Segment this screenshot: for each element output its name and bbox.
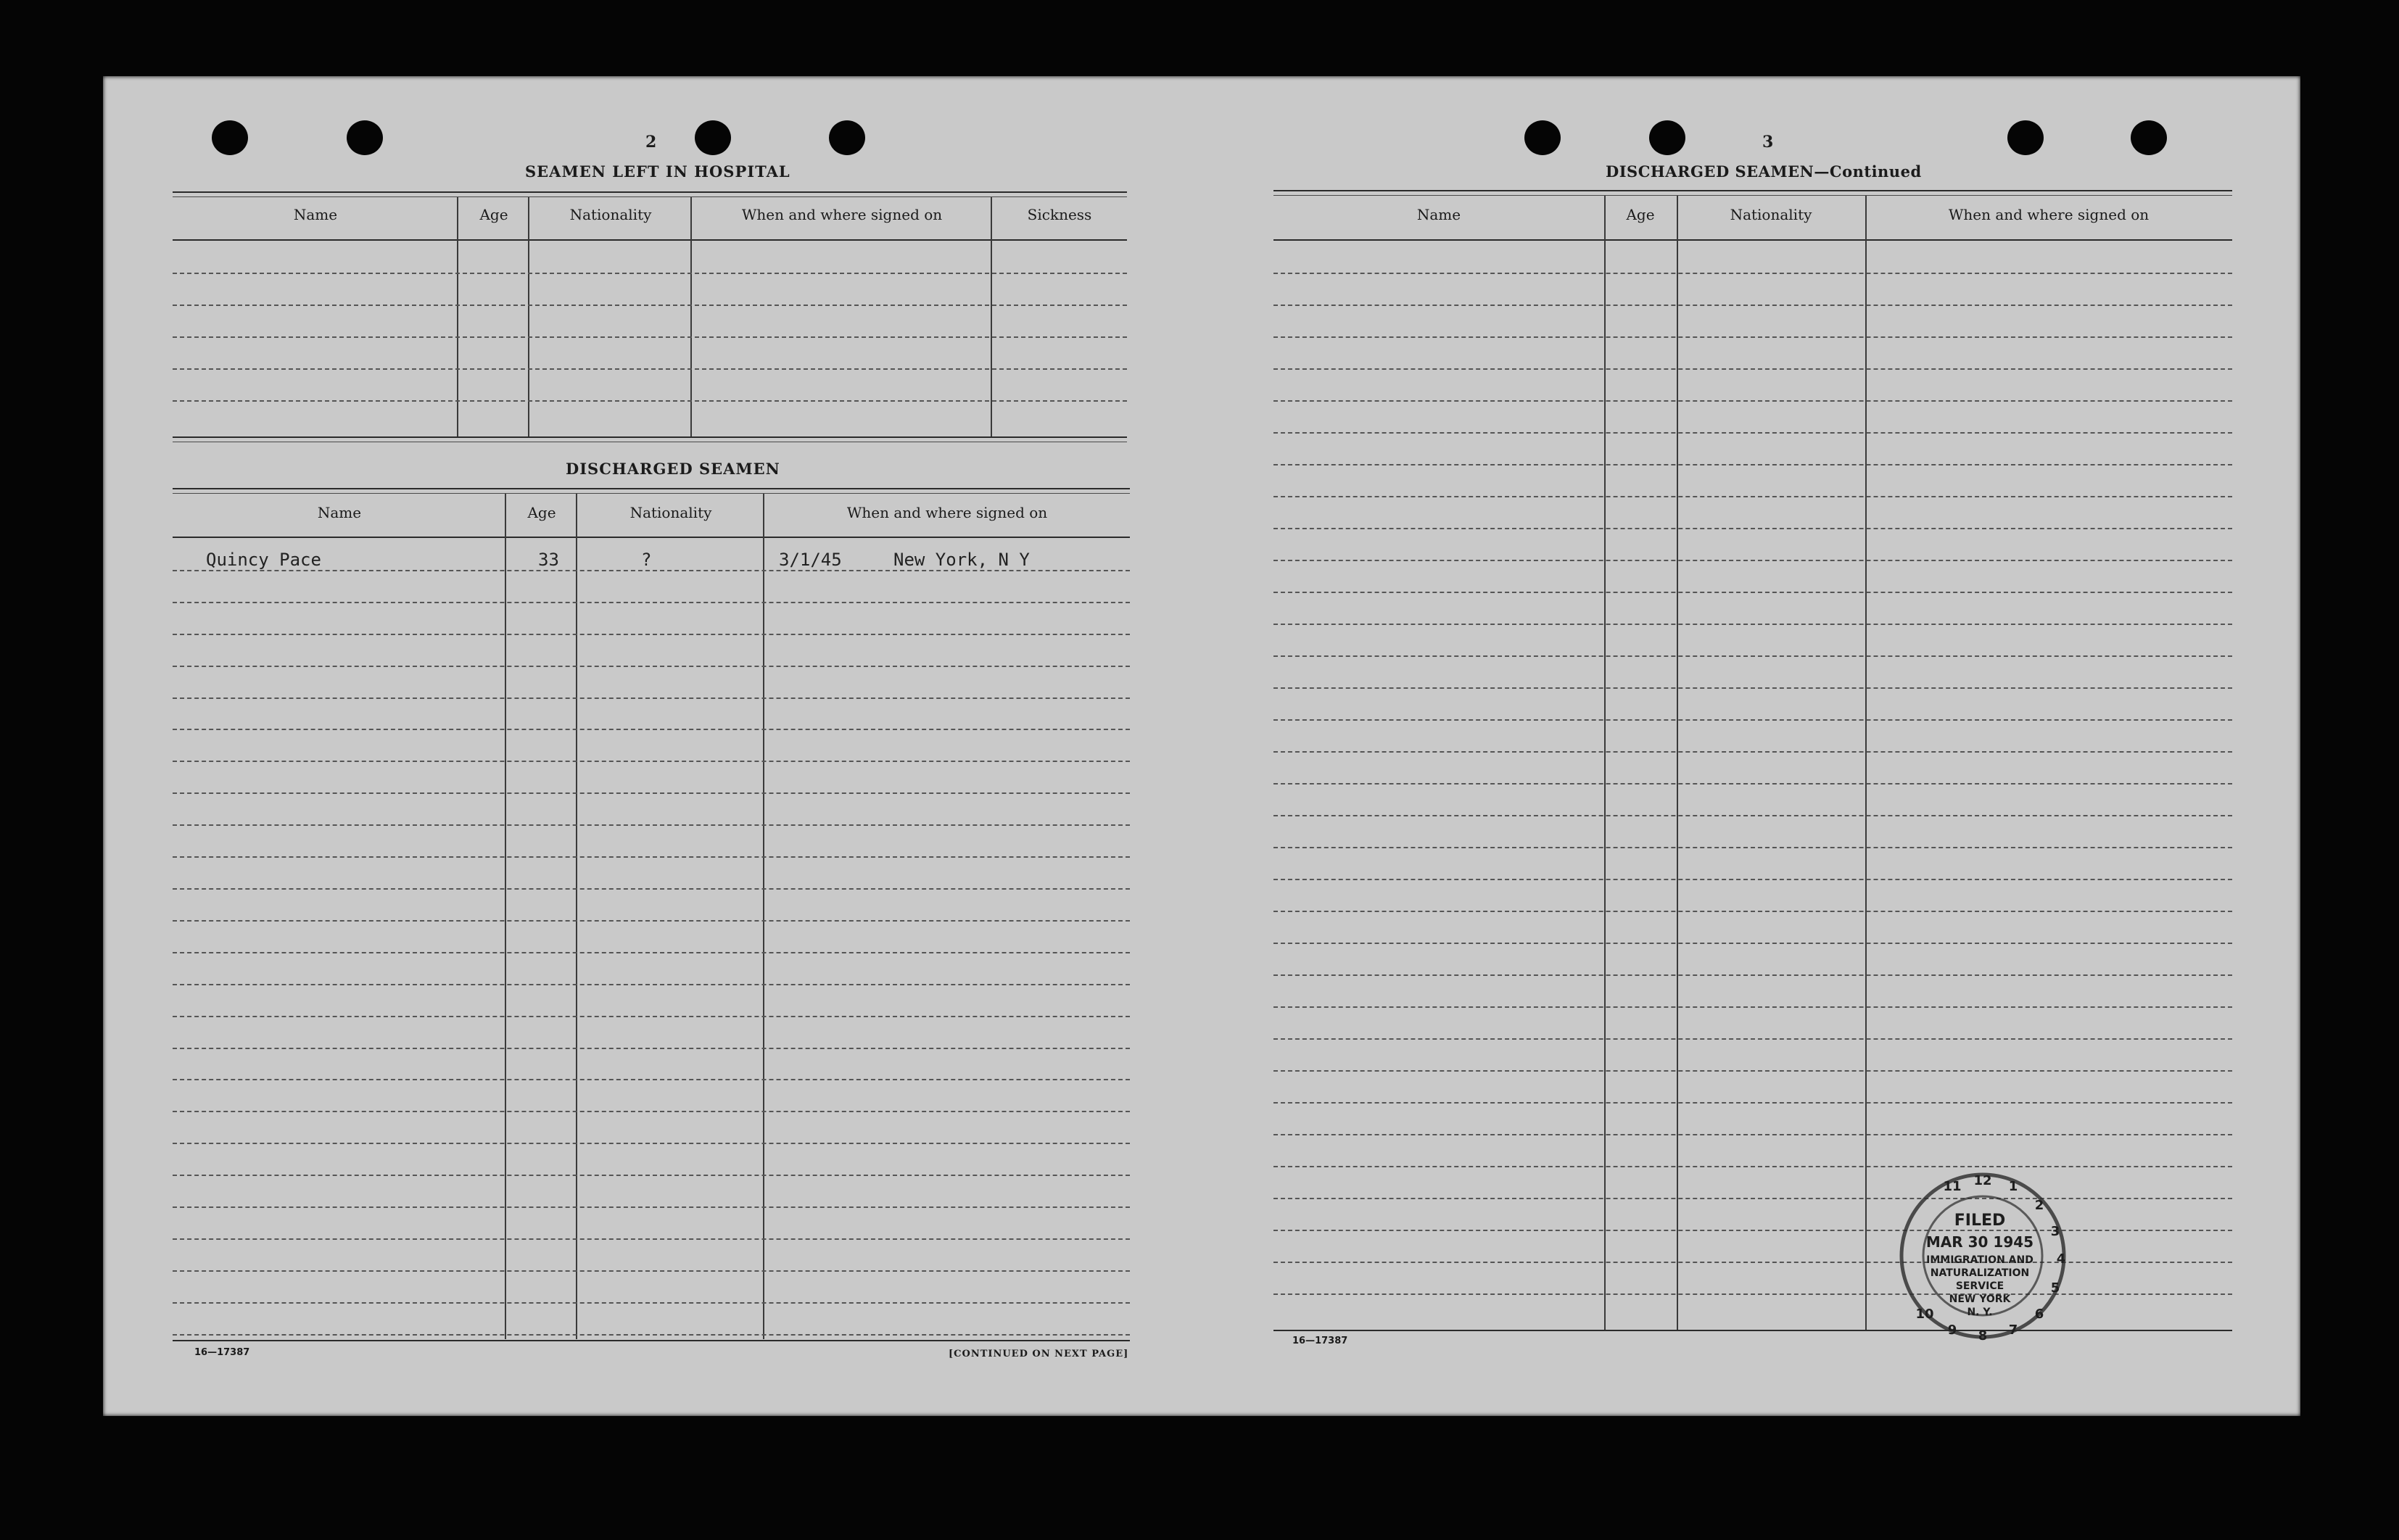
row-line xyxy=(1273,336,2232,338)
stamp-ring-number: 3 xyxy=(2050,1224,2060,1239)
discharged-col-nationality: Nationality xyxy=(629,504,712,521)
seaman-signed-on-place: New York, N Y xyxy=(893,550,1030,570)
row-line xyxy=(1273,847,2232,848)
discharged-col-divider xyxy=(763,494,764,1339)
hospital-col-divider xyxy=(991,197,992,438)
stamp-date: MAR 30 1945 xyxy=(1925,1233,2034,1251)
hospital-header-rule xyxy=(173,239,1127,241)
hospital-col-divider xyxy=(457,197,458,438)
row-line xyxy=(1273,273,2232,274)
hospital-row-line xyxy=(173,273,1127,274)
row-line xyxy=(1273,624,2232,625)
row-line xyxy=(1273,1070,2232,1072)
right-col-divider xyxy=(1677,196,1678,1331)
stamp-ring-number: 6 xyxy=(2034,1307,2044,1322)
discharged-header-rule xyxy=(173,537,1130,538)
hospital-col-name: Name xyxy=(293,206,338,223)
row-line xyxy=(1273,974,2232,976)
row-line xyxy=(173,697,1130,699)
row-line xyxy=(1273,1134,2232,1135)
row-line xyxy=(173,1334,1130,1336)
row-line xyxy=(173,888,1130,890)
stamp-ring-number: 12 xyxy=(1973,1173,1992,1188)
right-top-rule xyxy=(1273,190,2232,191)
stamp-ring-number: 11 xyxy=(1943,1179,1962,1194)
hospital-top-rule xyxy=(173,191,1127,193)
row-line xyxy=(173,1048,1130,1049)
hospital-col-divider xyxy=(690,197,692,438)
hospital-col-nationality: Nationality xyxy=(569,206,652,223)
hospital-col-sickness: Sickness xyxy=(1027,206,1092,223)
form-number-right: 16—17387 xyxy=(1292,1336,1348,1346)
stamp-ring-number: 9 xyxy=(1947,1322,1957,1338)
row-line xyxy=(173,1175,1130,1176)
discharged-section-title: DISCHARGED SEAMEN xyxy=(566,460,780,478)
punch-hole xyxy=(829,120,865,155)
row-line xyxy=(1273,943,2232,944)
row-line xyxy=(1273,751,2232,753)
row-line xyxy=(1273,687,2232,689)
hospital-bottom-rule xyxy=(173,436,1127,438)
row-line xyxy=(1273,305,2232,306)
page-number-left: 2 xyxy=(645,133,657,152)
row-line xyxy=(173,984,1130,985)
discharged-col-divider xyxy=(505,494,506,1339)
row-line xyxy=(173,1238,1130,1240)
hospital-col-signed-on: When and where signed on xyxy=(741,206,943,223)
right-top-rule-2 xyxy=(1273,195,2232,196)
hospital-section-title: SEAMEN LEFT IN HOSPITAL xyxy=(525,162,790,181)
right-section-title: DISCHARGED SEAMEN—Continued xyxy=(1606,162,1922,181)
row-line xyxy=(1273,528,2232,529)
discharged-top-rule xyxy=(173,488,1130,489)
right-col-nationality: Nationality xyxy=(1730,206,1812,223)
row-line xyxy=(1273,879,2232,880)
stamp-ring-number: 7 xyxy=(2008,1322,2018,1338)
right-col-name: Name xyxy=(1416,206,1461,223)
stamp-ring-number: 10 xyxy=(1915,1307,1934,1322)
row-line xyxy=(173,761,1130,762)
discharged-col-signed-on: When and where signed on xyxy=(846,504,1048,521)
stamp-ring-number: 2 xyxy=(2034,1198,2044,1213)
row-line xyxy=(173,952,1130,953)
row-line xyxy=(1273,1006,2232,1008)
row-line xyxy=(1273,368,2232,370)
hospital-col-age: Age xyxy=(479,206,508,223)
stamp-ring-number: 4 xyxy=(2056,1251,2066,1267)
discharged-col-name: Name xyxy=(317,504,362,521)
punch-hole xyxy=(1524,120,1561,155)
row-line xyxy=(1273,560,2232,561)
row-line xyxy=(173,1016,1130,1017)
row-line xyxy=(173,824,1130,826)
row-line xyxy=(1273,655,2232,657)
row-line xyxy=(173,1079,1130,1080)
row-line xyxy=(1273,1102,2232,1104)
row-line xyxy=(1273,1166,2232,1167)
row-line xyxy=(1273,815,2232,816)
right-header-rule xyxy=(1273,239,2232,241)
punch-hole xyxy=(2131,120,2167,155)
row-line xyxy=(173,570,1130,571)
discharged-col-divider xyxy=(576,494,577,1339)
stamp-line: NEW YORK xyxy=(1949,1293,2011,1305)
row-line xyxy=(1273,783,2232,785)
stamp-line: N. Y. xyxy=(1967,1307,1993,1318)
right-col-divider xyxy=(1865,196,1867,1331)
hospital-col-divider xyxy=(528,197,529,438)
right-col-age: Age xyxy=(1626,206,1655,223)
row-line xyxy=(1273,496,2232,497)
right-col-divider xyxy=(1604,196,1606,1331)
punch-hole xyxy=(1649,120,1685,155)
seaman-age: 33 xyxy=(538,550,559,570)
filed-date-stamp xyxy=(1871,1169,2094,1343)
row-line xyxy=(173,1143,1130,1144)
continued-note: [CONTINUED ON NEXT PAGE] xyxy=(949,1349,1129,1359)
discharged-top-rule-2 xyxy=(173,493,1130,494)
right-col-signed-on: When and where signed on xyxy=(1948,206,2150,223)
stamp-ring-number: 8 xyxy=(1978,1328,1988,1343)
row-line xyxy=(173,856,1130,858)
row-line xyxy=(173,729,1130,730)
form-number-left: 16—17387 xyxy=(194,1347,250,1358)
row-line xyxy=(173,602,1130,603)
hospital-row-line xyxy=(173,336,1127,338)
punch-hole xyxy=(695,120,731,155)
row-line xyxy=(173,1111,1130,1112)
hospital-row-line xyxy=(173,305,1127,306)
stamp-line: SERVICE xyxy=(1955,1280,2004,1292)
row-line xyxy=(1273,1038,2232,1040)
seaman-name: Quincy Pace xyxy=(206,550,321,570)
punch-hole xyxy=(212,120,248,155)
discharged-bottom-rule xyxy=(173,1340,1130,1341)
stamp-line: IMMIGRATION AND xyxy=(1926,1254,2033,1266)
row-line xyxy=(173,1302,1130,1304)
page-number-right: 3 xyxy=(1762,133,1774,152)
discharged-col-age: Age xyxy=(527,504,556,521)
row-line xyxy=(1273,719,2232,721)
row-line xyxy=(1273,464,2232,465)
row-line xyxy=(173,1270,1130,1272)
row-line xyxy=(173,634,1130,635)
punch-hole xyxy=(347,120,383,155)
row-line xyxy=(173,666,1130,667)
row-line xyxy=(1273,432,2232,434)
row-line xyxy=(1273,592,2232,593)
row-line xyxy=(1273,400,2232,402)
punch-hole xyxy=(2007,120,2044,155)
hospital-top-rule-2 xyxy=(173,196,1127,197)
seaman-nationality: ? xyxy=(641,550,652,570)
stamp-filed: FILED xyxy=(1954,1212,2006,1230)
row-line xyxy=(173,920,1130,922)
seaman-signed-on-date: 3/1/45 xyxy=(779,550,842,570)
row-line xyxy=(173,1206,1130,1208)
row-line xyxy=(173,792,1130,794)
stamp-ring-number: 1 xyxy=(2008,1179,2018,1194)
stamp-line: NATURALIZATION xyxy=(1930,1267,2030,1279)
hospital-row-line xyxy=(173,400,1127,402)
hospital-row-line xyxy=(173,368,1127,370)
row-line xyxy=(1273,911,2232,912)
stamp-ring-number: 5 xyxy=(2050,1280,2060,1296)
